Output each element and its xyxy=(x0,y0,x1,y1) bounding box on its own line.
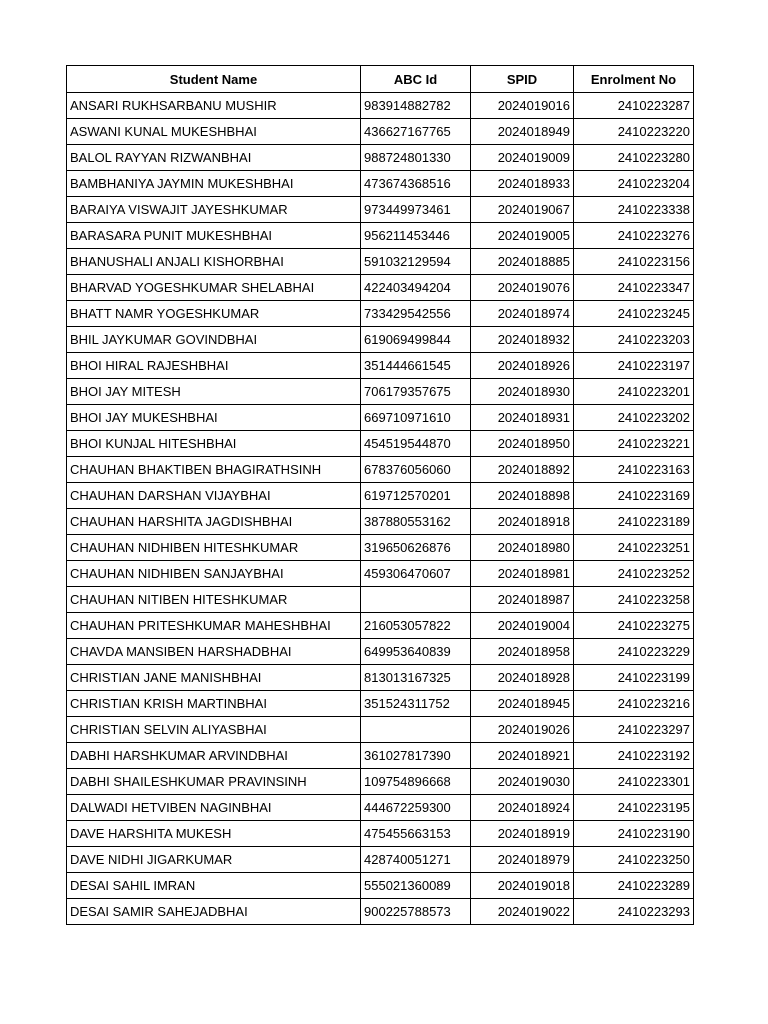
cell-spid: 2024018945 xyxy=(471,691,574,717)
cell-student-name: DALWADI HETVIBEN NAGINBHAI xyxy=(67,795,361,821)
cell-abc-id: 351444661545 xyxy=(361,353,471,379)
cell-spid: 2024019009 xyxy=(471,145,574,171)
cell-student-name: ANSARI RUKHSARBANU MUSHIR xyxy=(67,93,361,119)
cell-abc-id: 591032129594 xyxy=(361,249,471,275)
student-table xyxy=(66,65,694,925)
table-body xyxy=(67,93,694,925)
cell-enrolment-no: 2410223250 xyxy=(574,847,694,873)
table-row xyxy=(67,847,694,873)
cell-student-name: CHRISTIAN SELVIN ALIYASBHAI xyxy=(67,717,361,743)
cell-enrolment-no: 2410223199 xyxy=(574,665,694,691)
cell-spid: 2024018892 xyxy=(471,457,574,483)
cell-student-name: BHOI JAY MITESH xyxy=(67,379,361,405)
cell-spid: 2024019030 xyxy=(471,769,574,795)
cell-abc-id: 351524311752 xyxy=(361,691,471,717)
cell-abc-id: 454519544870 xyxy=(361,431,471,457)
cell-spid: 2024018933 xyxy=(471,171,574,197)
table-row xyxy=(67,717,694,743)
cell-abc-id: 900225788573 xyxy=(361,899,471,925)
table-row xyxy=(67,405,694,431)
cell-student-name: BALOL RAYYAN RIZWANBHAI xyxy=(67,145,361,171)
cell-abc-id: 459306470607 xyxy=(361,561,471,587)
table-row xyxy=(67,223,694,249)
cell-enrolment-no: 2410223156 xyxy=(574,249,694,275)
table-row xyxy=(67,587,694,613)
table-row xyxy=(67,769,694,795)
table-row xyxy=(67,249,694,275)
cell-spid: 2024018987 xyxy=(471,587,574,613)
cell-spid: 2024019026 xyxy=(471,717,574,743)
cell-student-name: BHATT NAMR YOGESHKUMAR xyxy=(67,301,361,327)
cell-enrolment-no: 2410223347 xyxy=(574,275,694,301)
cell-student-name: BHOI HIRAL RAJESHBHAI xyxy=(67,353,361,379)
table-row xyxy=(67,535,694,561)
cell-enrolment-no: 2410223280 xyxy=(574,145,694,171)
table-row xyxy=(67,821,694,847)
table-row xyxy=(67,613,694,639)
table-row xyxy=(67,197,694,223)
cell-enrolment-no: 2410223192 xyxy=(574,743,694,769)
cell-abc-id: 649953640839 xyxy=(361,639,471,665)
cell-enrolment-no: 2410223216 xyxy=(574,691,694,717)
cell-spid: 2024018885 xyxy=(471,249,574,275)
cell-enrolment-no: 2410223297 xyxy=(574,717,694,743)
cell-abc-id: 669710971610 xyxy=(361,405,471,431)
cell-student-name: BHANUSHALI ANJALI KISHORBHAI xyxy=(67,249,361,275)
cell-enrolment-no: 2410223245 xyxy=(574,301,694,327)
cell-spid: 2024018928 xyxy=(471,665,574,691)
cell-student-name: CHRISTIAN JANE MANISHBHAI xyxy=(67,665,361,691)
cell-enrolment-no: 2410223189 xyxy=(574,509,694,535)
cell-student-name: CHAVDA MANSIBEN HARSHADBHAI xyxy=(67,639,361,665)
table-row xyxy=(67,301,694,327)
cell-spid: 2024018949 xyxy=(471,119,574,145)
cell-student-name: CHAUHAN DARSHAN VIJAYBHAI xyxy=(67,483,361,509)
cell-spid: 2024018921 xyxy=(471,743,574,769)
cell-abc-id: 619069499844 xyxy=(361,327,471,353)
table-row xyxy=(67,561,694,587)
cell-enrolment-no: 2410223258 xyxy=(574,587,694,613)
cell-spid: 2024018918 xyxy=(471,509,574,535)
table-row xyxy=(67,899,694,925)
cell-enrolment-no: 2410223276 xyxy=(574,223,694,249)
cell-abc-id: 319650626876 xyxy=(361,535,471,561)
cell-spid: 2024019004 xyxy=(471,613,574,639)
cell-student-name: CHAUHAN NIDHIBEN SANJAYBHAI xyxy=(67,561,361,587)
table-row xyxy=(67,665,694,691)
cell-abc-id: 444672259300 xyxy=(361,795,471,821)
cell-abc-id xyxy=(361,587,471,613)
cell-enrolment-no: 2410223204 xyxy=(574,171,694,197)
cell-spid: 2024018924 xyxy=(471,795,574,821)
cell-student-name: DABHI SHAILESHKUMAR PRAVINSINH xyxy=(67,769,361,795)
cell-abc-id: 983914882782 xyxy=(361,93,471,119)
cell-abc-id: 473674368516 xyxy=(361,171,471,197)
cell-enrolment-no: 2410223220 xyxy=(574,119,694,145)
cell-abc-id: 619712570201 xyxy=(361,483,471,509)
cell-enrolment-no: 2410223163 xyxy=(574,457,694,483)
cell-student-name: CHAUHAN PRITESHKUMAR MAHESHBHAI xyxy=(67,613,361,639)
cell-abc-id: 956211453446 xyxy=(361,223,471,249)
cell-student-name: DAVE NIDHI JIGARKUMAR xyxy=(67,847,361,873)
cell-spid: 2024018898 xyxy=(471,483,574,509)
cell-enrolment-no: 2410223201 xyxy=(574,379,694,405)
cell-spid: 2024018958 xyxy=(471,639,574,665)
cell-student-name: CHAUHAN BHAKTIBEN BHAGIRATHSINH xyxy=(67,457,361,483)
cell-spid: 2024018979 xyxy=(471,847,574,873)
cell-student-name: CHAUHAN NIDHIBEN HITESHKUMAR xyxy=(67,535,361,561)
cell-student-name: DAVE HARSHITA MUKESH xyxy=(67,821,361,847)
table-row xyxy=(67,171,694,197)
cell-student-name: BHARVAD YOGESHKUMAR SHELABHAI xyxy=(67,275,361,301)
cell-spid: 2024018926 xyxy=(471,353,574,379)
cell-student-name: BARASARA PUNIT MUKESHBHAI xyxy=(67,223,361,249)
cell-abc-id: 436627167765 xyxy=(361,119,471,145)
cell-enrolment-no: 2410223197 xyxy=(574,353,694,379)
cell-student-name: CHAUHAN NITIBEN HITESHKUMAR xyxy=(67,587,361,613)
cell-student-name: BHIL JAYKUMAR GOVINDBHAI xyxy=(67,327,361,353)
header-student-name: Student Name xyxy=(67,66,361,93)
table-row xyxy=(67,639,694,665)
student-list-sheet xyxy=(66,65,693,925)
cell-abc-id: 361027817390 xyxy=(361,743,471,769)
cell-abc-id: 387880553162 xyxy=(361,509,471,535)
table-row xyxy=(67,93,694,119)
cell-spid: 2024019022 xyxy=(471,899,574,925)
cell-student-name: CHAUHAN HARSHITA JAGDISHBHAI xyxy=(67,509,361,535)
cell-student-name: DESAI SAHIL IMRAN xyxy=(67,873,361,899)
table-row xyxy=(67,379,694,405)
cell-spid: 2024018919 xyxy=(471,821,574,847)
cell-spid: 2024019067 xyxy=(471,197,574,223)
table-row xyxy=(67,873,694,899)
table-row xyxy=(67,119,694,145)
cell-student-name: DABHI HARSHKUMAR ARVINDBHAI xyxy=(67,743,361,769)
cell-enrolment-no: 2410223287 xyxy=(574,93,694,119)
cell-enrolment-no: 2410223229 xyxy=(574,639,694,665)
header-row xyxy=(67,66,694,93)
header-abc-id: ABC Id xyxy=(361,66,471,93)
table-row xyxy=(67,743,694,769)
cell-spid: 2024019018 xyxy=(471,873,574,899)
cell-abc-id: 733429542556 xyxy=(361,301,471,327)
cell-spid: 2024019016 xyxy=(471,93,574,119)
cell-abc-id xyxy=(361,717,471,743)
cell-student-name: CHRISTIAN KRISH MARTINBHAI xyxy=(67,691,361,717)
cell-abc-id: 428740051271 xyxy=(361,847,471,873)
cell-spid: 2024018930 xyxy=(471,379,574,405)
cell-spid: 2024019076 xyxy=(471,275,574,301)
cell-enrolment-no: 2410223202 xyxy=(574,405,694,431)
table-row xyxy=(67,457,694,483)
cell-spid: 2024018974 xyxy=(471,301,574,327)
table-row xyxy=(67,509,694,535)
table-row xyxy=(67,275,694,301)
cell-student-name: BHOI KUNJAL HITESHBHAI xyxy=(67,431,361,457)
cell-enrolment-no: 2410223338 xyxy=(574,197,694,223)
cell-enrolment-no: 2410223252 xyxy=(574,561,694,587)
cell-spid: 2024018950 xyxy=(471,431,574,457)
cell-enrolment-no: 2410223221 xyxy=(574,431,694,457)
cell-spid: 2024018980 xyxy=(471,535,574,561)
cell-enrolment-no: 2410223301 xyxy=(574,769,694,795)
cell-spid: 2024018932 xyxy=(471,327,574,353)
cell-student-name: BHOI JAY MUKESHBHAI xyxy=(67,405,361,431)
cell-student-name: ASWANI KUNAL MUKESHBHAI xyxy=(67,119,361,145)
header-spid: SPID xyxy=(471,66,574,93)
table-row xyxy=(67,431,694,457)
cell-student-name: BARAIYA VISWAJIT JAYESHKUMAR xyxy=(67,197,361,223)
cell-spid: 2024019005 xyxy=(471,223,574,249)
cell-enrolment-no: 2410223289 xyxy=(574,873,694,899)
cell-abc-id: 555021360089 xyxy=(361,873,471,899)
cell-abc-id: 988724801330 xyxy=(361,145,471,171)
cell-abc-id: 813013167325 xyxy=(361,665,471,691)
table-row xyxy=(67,145,694,171)
cell-abc-id: 109754896668 xyxy=(361,769,471,795)
cell-abc-id: 422403494204 xyxy=(361,275,471,301)
cell-abc-id: 678376056060 xyxy=(361,457,471,483)
cell-enrolment-no: 2410223169 xyxy=(574,483,694,509)
cell-enrolment-no: 2410223190 xyxy=(574,821,694,847)
cell-student-name: BAMBHANIYA JAYMIN MUKESHBHAI xyxy=(67,171,361,197)
table-row xyxy=(67,483,694,509)
cell-enrolment-no: 2410223293 xyxy=(574,899,694,925)
cell-spid: 2024018981 xyxy=(471,561,574,587)
table-row xyxy=(67,795,694,821)
table-header xyxy=(67,66,694,93)
cell-spid: 2024018931 xyxy=(471,405,574,431)
cell-enrolment-no: 2410223203 xyxy=(574,327,694,353)
cell-enrolment-no: 2410223275 xyxy=(574,613,694,639)
cell-abc-id: 216053057822 xyxy=(361,613,471,639)
table-row xyxy=(67,327,694,353)
cell-enrolment-no: 2410223251 xyxy=(574,535,694,561)
cell-enrolment-no: 2410223195 xyxy=(574,795,694,821)
header-enrolment-no: Enrolment No xyxy=(574,66,694,93)
table-row xyxy=(67,353,694,379)
cell-abc-id: 706179357675 xyxy=(361,379,471,405)
cell-student-name: DESAI SAMIR SAHEJADBHAI xyxy=(67,899,361,925)
table-row xyxy=(67,691,694,717)
cell-abc-id: 973449973461 xyxy=(361,197,471,223)
cell-abc-id: 475455663153 xyxy=(361,821,471,847)
